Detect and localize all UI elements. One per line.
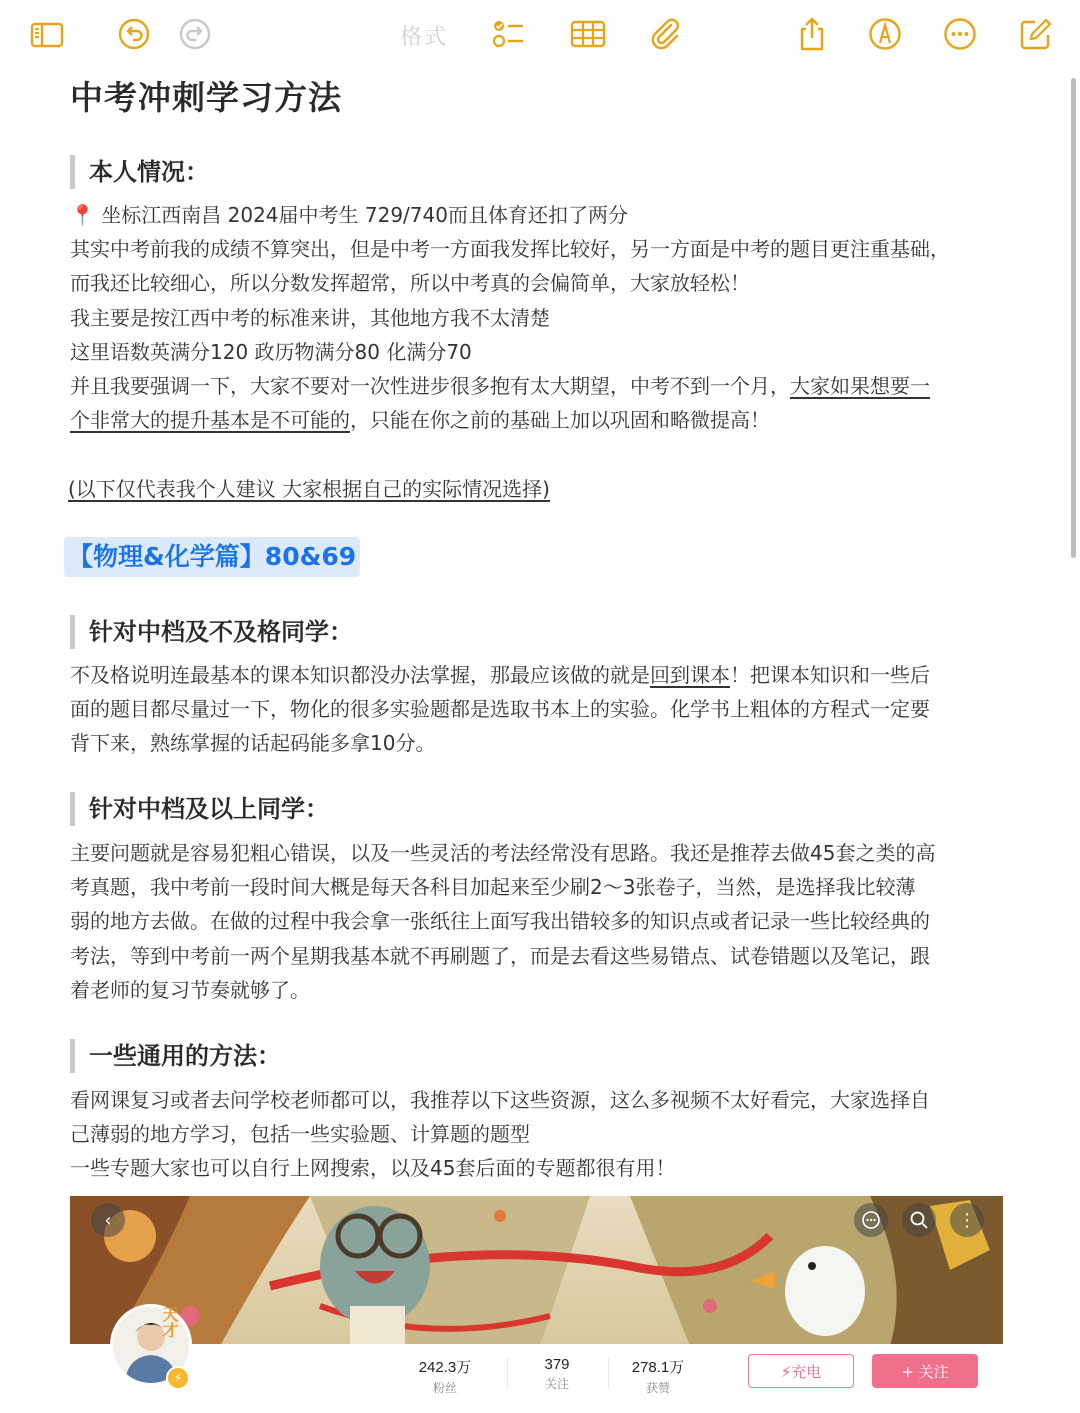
attachment-icon[interactable]: [645, 14, 685, 54]
avatar-badge-text: 天才: [160, 1306, 179, 1338]
text-line: 弱的地方去做。在做的过程中我会拿一张纸往上面写我出错较多的知识点或者记录一些比较经典的: [70, 909, 930, 934]
follow-button[interactable]: + 关注: [872, 1354, 978, 1388]
redo-icon[interactable]: [175, 14, 215, 54]
divider: [507, 1358, 508, 1388]
text-line: 这里语数英满分120 政历物满分80 化满分70: [70, 339, 472, 364]
scrollbar[interactable]: [1071, 78, 1076, 558]
checklist-icon[interactable]: [488, 14, 528, 54]
section-heading[interactable]: 针对中档及不及格同学：: [70, 615, 353, 649]
note-title[interactable]: 中考冲刺学习方法: [70, 78, 342, 117]
section2-paragraph[interactable]: [70, 658, 1010, 761]
text-line: 考真题，我中考前一段时间大概是每天各科目加起来至少刷2～3张卷子，当然，是选择我比较薄: [70, 875, 916, 900]
section-heading[interactable]: 一些通用的方法：: [70, 1039, 281, 1073]
format-button[interactable]: 格式: [400, 25, 449, 50]
share-icon[interactable]: [792, 14, 832, 54]
search-icon[interactable]: [902, 1203, 936, 1237]
text-line: 面的题目都尽量过一下，物化的很多实验题都是选取书本上的实验。化学书上粗体的方程式一定要: [70, 697, 930, 722]
text-line: 己薄弱的地方学习，包括一些实验题、计算题的题型: [70, 1122, 530, 1147]
sidebar-toggle-icon[interactable]: [27, 14, 67, 54]
text-line: 背下来，熟练掌握的话起码能多拿10分。: [70, 731, 436, 756]
following-count: 379: [544, 1356, 570, 1373]
more-options-icon[interactable]: [940, 14, 980, 54]
section3-paragraph[interactable]: [70, 836, 1010, 1007]
following-stat[interactable]: [532, 1356, 582, 1392]
section-heading[interactable]: 针对中档及以上同学：: [70, 792, 329, 826]
text-span: ！把课本知识和一些后: [730, 663, 930, 687]
underlined-text: 大家如果想要一: [790, 374, 930, 399]
text-line: 考法，等到中考前一两个星期我基本就不再刷题了，而是去看这些易错点、试卷错题以及笔记，跟: [70, 943, 930, 968]
profile-bar: [70, 1306, 1003, 1413]
markup-pen-icon[interactable]: [865, 14, 905, 54]
compose-icon[interactable]: [1016, 14, 1056, 54]
charge-button[interactable]: ⚡充电: [748, 1354, 854, 1388]
fans-count: 242.3万: [418, 1359, 472, 1376]
text-line: 主要问题就是容易犯粗心错误，以及一些灵活的考法经常没有思路。我还是推荐去做45套之类的高: [70, 841, 936, 865]
fans-stat[interactable]: [410, 1356, 480, 1396]
toolbar: [0, 0, 1080, 68]
text-line: 坐标江西南昌 2024届中考生 729/740而且体育还扣了两分: [101, 203, 628, 227]
section-heading[interactable]: 本人情况：: [70, 155, 209, 189]
divider: [608, 1358, 609, 1388]
text-line: 我主要是按江西中考的标准来讲，其他地方我不太清楚: [70, 305, 550, 330]
section4-paragraph[interactable]: [70, 1083, 1010, 1186]
disclaimer-line: (以下仅代表我个人建议 大家根据自己的实际情况选择): [68, 477, 550, 501]
message-icon[interactable]: [854, 1203, 888, 1237]
text-span: 不及格说明连最基本的课本知识都没办法掌握，那最应该做的就是: [70, 663, 650, 687]
text-line: 其实中考前我的成绩不算突出，但是中考一方面我发挥比较好，另一方面是中考的题目更注重基础，: [70, 237, 950, 262]
back-icon[interactable]: ‹: [91, 1203, 125, 1237]
text-span: 并且我要强调一下，大家不要对一次性进步很多抱有太大期望，中考不到一个月，: [70, 374, 790, 399]
fans-label: 粉丝: [432, 1381, 457, 1395]
lightning-badge-icon: ⚡: [166, 1366, 190, 1390]
table-icon[interactable]: [568, 14, 608, 54]
following-label: 关注: [544, 1377, 569, 1391]
underlined-text: 回到课本: [650, 663, 730, 687]
likes-stat[interactable]: [623, 1356, 693, 1396]
text-line: 着老师的复习节奏就够了。: [70, 977, 310, 1002]
physics-chemistry-tag[interactable]: 【物理&化学篇】80&69: [64, 537, 360, 577]
pin-icon: 📍: [70, 203, 95, 227]
more-vertical-icon[interactable]: ⋮: [950, 1203, 984, 1237]
intro-paragraph[interactable]: [70, 198, 1010, 437]
text-line: 一些专题大家也可以自行上网搜索，以及45套后面的专题都很有用！: [70, 1156, 676, 1181]
likes-label: 获赞: [645, 1381, 670, 1395]
text-line: 看网课复习或者去问学校老师都可以，我推荐以下这些资源，这么多视频不太好看完，大家选择自: [70, 1088, 930, 1112]
underlined-text: 个非常大的提升基本是不可能的: [70, 408, 350, 433]
embedded-profile-screenshot[interactable]: [70, 1196, 1003, 1413]
text-line: 而我还比较细心，所以分数发挥超常，所以中考真的会偏简单，大家放轻松！: [70, 271, 750, 296]
undo-icon[interactable]: [114, 14, 154, 54]
text-span: ，只能在你之前的基础上加以巩固和略微提高！: [350, 408, 770, 433]
likes-count: 278.1万: [631, 1359, 685, 1376]
disclaimer-text[interactable]: [68, 472, 1008, 506]
